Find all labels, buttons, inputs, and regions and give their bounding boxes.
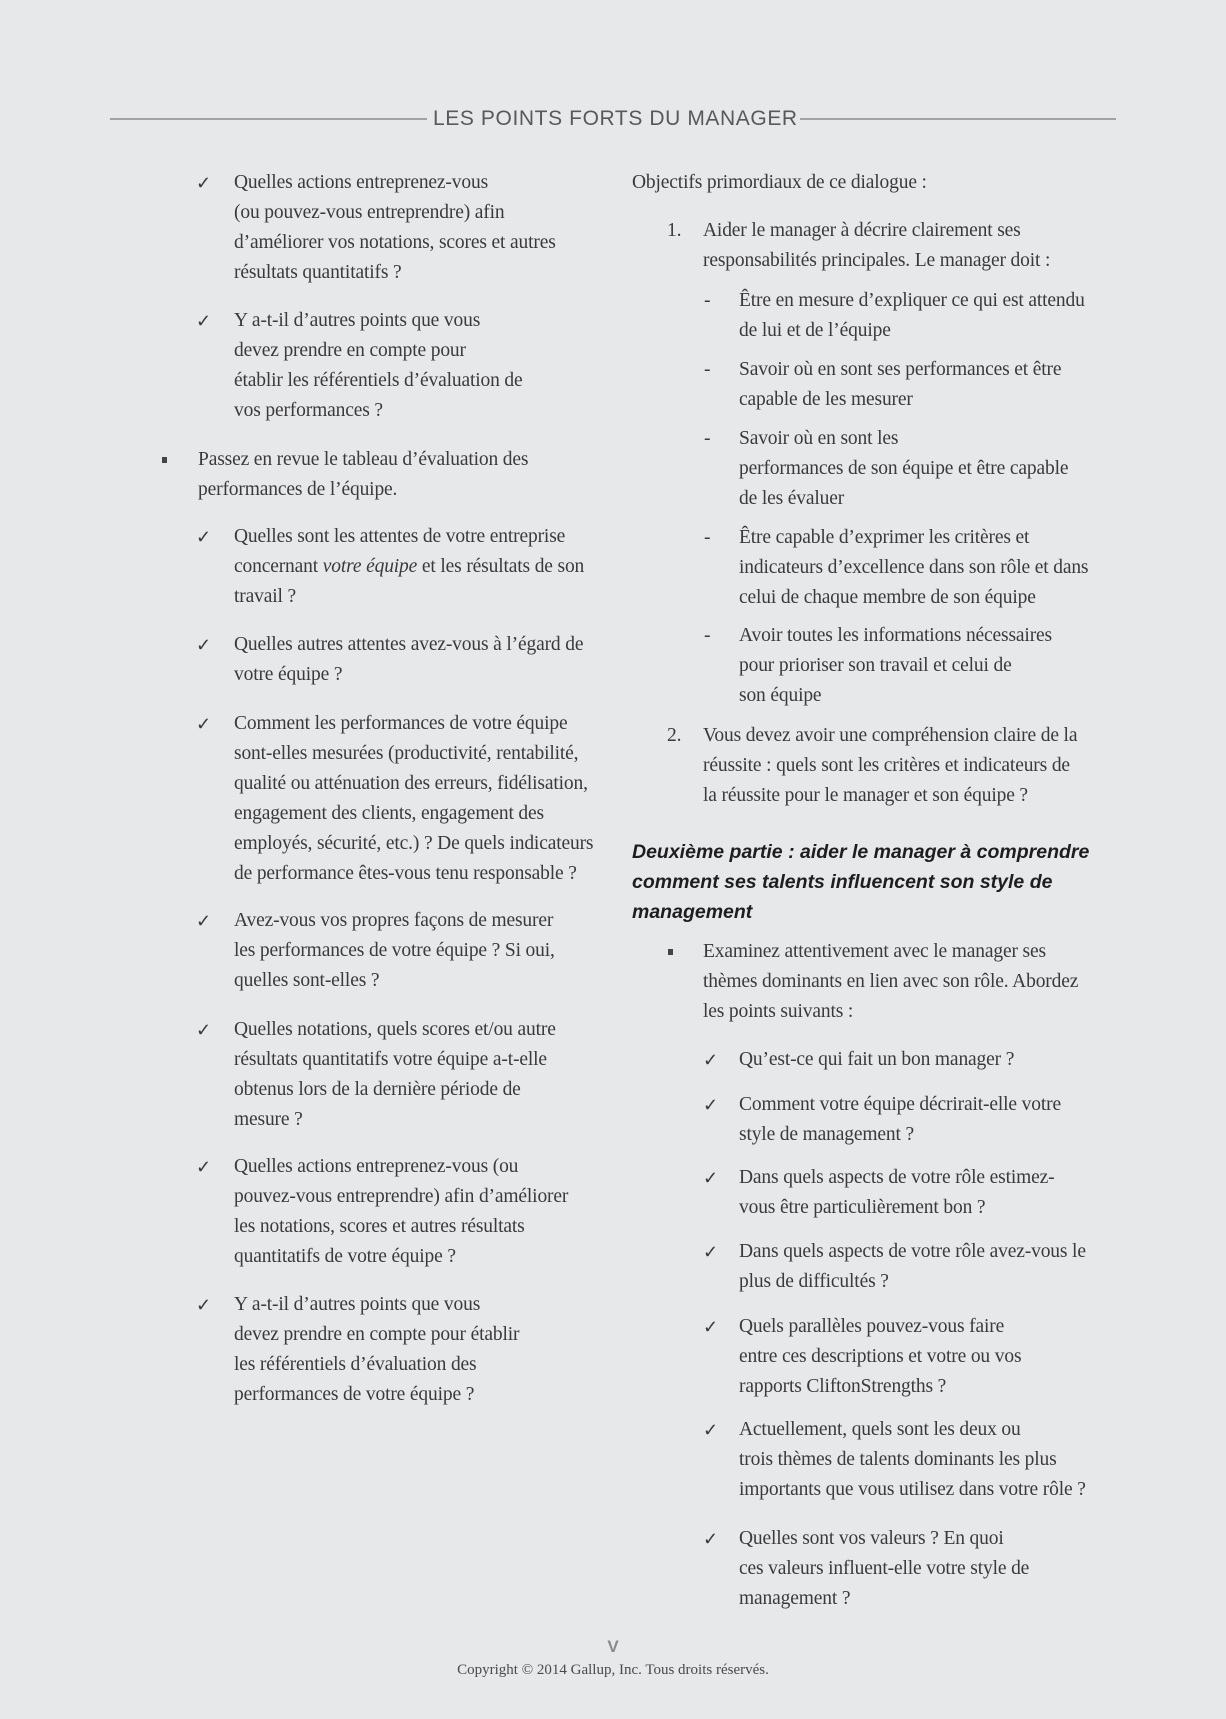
list-item-line: établir les référentiels d’évaluation de	[234, 370, 523, 391]
list-item-line: performances de votre équipe ?	[234, 1384, 475, 1405]
list-item-line: Quelles autres attentes avez-vous à l’égard de	[234, 634, 584, 655]
dash-item	[739, 286, 1085, 346]
list-item-line: ces valeurs influent-elle votre style de	[739, 1558, 1030, 1579]
bullet-item	[703, 937, 1078, 1027]
list-item-line: management ?	[739, 1588, 851, 1609]
dash-marker: -	[704, 290, 711, 311]
check-icon: ✓	[703, 1317, 719, 1337]
check-icon: ✓	[196, 714, 212, 734]
list-item-line: Y a-t-il d’autres points que vous	[234, 310, 481, 331]
list-item	[234, 168, 556, 288]
list-item-line: engagement des clients, engagement des	[234, 803, 544, 824]
list-item	[739, 1090, 1061, 1150]
list-item-line: de performance êtes-vous tenu responsable ?	[234, 863, 577, 884]
section-heading-line: management	[632, 901, 753, 923]
list-item-line: votre équipe ?	[234, 664, 343, 685]
numbered-item	[703, 216, 1050, 276]
dash-marker: -	[704, 359, 711, 380]
list-item-line: Quelles sont vos valeurs ? En quoi	[739, 1528, 1004, 1549]
copyright-notice: Copyright © 2014 Gallup, Inc. Tous droits réservés.	[457, 1662, 769, 1678]
header-rule-right	[800, 118, 1116, 120]
list-item	[739, 1163, 1055, 1223]
list-item-line: Comment les performances de votre équipe	[234, 713, 568, 734]
bullet-item-line: thèmes dominants en lien avec son rôle. Abordez	[703, 971, 1079, 992]
dash-item-line: de les évaluer	[739, 488, 845, 509]
list-item	[234, 1015, 556, 1135]
list-item	[739, 1045, 1014, 1075]
list-item-line: Comment votre équipe décrirait-elle votre	[739, 1094, 1061, 1115]
check-icon: ✓	[703, 1095, 719, 1115]
list-item-line: entre ces descriptions et votre ou vos	[739, 1346, 1022, 1367]
dash-item-line: Savoir où en sont ses performances et être	[739, 359, 1062, 380]
list-item-line: sont-elles mesurées (productivité, rentabilité,	[234, 743, 579, 764]
dash-item	[739, 621, 1052, 711]
list-item-line: Actuellement, quels sont les deux ou	[739, 1419, 1021, 1440]
check-icon: ✓	[196, 911, 212, 931]
dash-item	[739, 355, 1061, 415]
bullet-item-line: les points suivants :	[703, 1001, 854, 1022]
list-item	[739, 1237, 1086, 1297]
list-item-line: les performances de votre équipe ? Si oui,	[234, 940, 555, 961]
list-item-line: Y a-t-il d’autres points que vous	[234, 1294, 481, 1315]
list-item-line: Dans quels aspects de votre rôle estimez-	[739, 1167, 1055, 1188]
list-item-line: quantitatifs de votre équipe ?	[234, 1246, 456, 1267]
check-icon: ✓	[703, 1529, 719, 1549]
check-icon: ✓	[196, 635, 212, 655]
check-icon: ✓	[196, 173, 212, 193]
bullet-item-line: Passez en revue le tableau d’évaluation des	[198, 449, 529, 470]
list-item	[739, 1312, 1021, 1402]
list-item-line: Quelles notations, quels scores et/ou autre	[234, 1019, 556, 1040]
italic-emphasis: votre équipe	[322, 556, 418, 577]
page-number: V	[607, 1637, 619, 1656]
text-run: et les résultats de son	[417, 556, 585, 577]
list-item-line: pouvez-vous entreprendre) afin d’améliorer	[234, 1186, 569, 1207]
section-heading-line: Deuxième partie : aider le manager à comprendre	[632, 841, 1090, 863]
intro-text: Objectifs primordiaux de ce dialogue :	[632, 172, 927, 193]
list-number: 1.	[667, 220, 682, 241]
dash-item-line: celui de chaque membre de son équipe	[739, 587, 1036, 608]
section-heading-line: comment ses talents influencent son style de	[632, 871, 1053, 893]
list-item-line: Quelles actions entreprenez-vous	[234, 172, 489, 193]
list-item-line	[234, 552, 584, 582]
list-item-line: Quels parallèles pouvez-vous faire	[739, 1316, 1005, 1337]
list-item-line: obtenus lors de la dernière période de	[234, 1079, 521, 1100]
numbered-item-line: Aider le manager à décrire clairement ses	[703, 220, 1021, 241]
numbered-item-line: Vous devez avoir une compréhension claire de la	[703, 725, 1078, 746]
list-item-line: devez prendre en compte pour établir	[234, 1324, 520, 1345]
dash-marker: -	[704, 527, 711, 548]
list-item-line: plus de difficultés ?	[739, 1271, 889, 1292]
bullet-item-line: Examinez attentivement avec le manager ses	[703, 941, 1046, 962]
dash-item	[739, 424, 1068, 514]
list-item-line: qualité ou atténuation des erreurs, fidélisation,	[234, 773, 588, 794]
dash-item-line: indicateurs d’excellence dans son rôle et dans	[739, 557, 1089, 578]
list-item-line: style de management ?	[739, 1124, 914, 1145]
list-number: 2.	[667, 725, 682, 746]
list-item-line: mesure ?	[234, 1109, 303, 1130]
numbered-item-line: réussite : quels sont les critères et indicateurs de	[703, 755, 1070, 776]
list-item-line: Qu’est-ce qui fait un bon manager ?	[739, 1049, 1015, 1070]
dash-marker: -	[704, 428, 711, 449]
check-icon: ✓	[196, 1020, 212, 1040]
list-item-line: Quelles actions entreprenez-vous (ou	[234, 1156, 519, 1177]
check-icon: ✓	[196, 311, 212, 331]
bullet-item	[198, 445, 528, 505]
list-item-line: résultats quantitatifs ?	[234, 262, 402, 283]
numbered-item	[703, 721, 1077, 811]
dash-item-line: pour prioriser son travail et celui de	[739, 655, 1012, 676]
dash-item-line: Savoir où en sont les	[739, 428, 899, 449]
list-item	[234, 1152, 568, 1272]
dash-item-line: Avoir toutes les informations nécessaires	[739, 625, 1052, 646]
dash-item-line: son équipe	[739, 685, 822, 706]
numbered-item-line: la réussite pour le manager et son équipe ?	[703, 785, 1028, 806]
list-item-line: trois thèmes de talents dominants les plus	[739, 1449, 1057, 1470]
list-item-line: les notations, scores et autres résultats	[234, 1216, 525, 1237]
list-item	[234, 306, 523, 426]
list-item-line: Dans quels aspects de votre rôle avez-vous le	[739, 1241, 1086, 1262]
list-item-line: devez prendre en compte pour	[234, 340, 466, 361]
list-item-line: Quelles sont les attentes de votre entreprise	[234, 526, 566, 547]
page-header-title: LES POINTS FORTS DU MANAGER	[433, 107, 798, 130]
bullet-item-line: performances de l’équipe.	[198, 479, 398, 500]
check-icon: ✓	[703, 1420, 719, 1440]
list-item-line: employés, sécurité, etc.) ? De quels indicateurs	[234, 833, 594, 854]
check-icon: ✓	[196, 1295, 212, 1315]
check-icon: ✓	[196, 527, 212, 547]
numbered-item-line: responsabilités principales. Le manager doit :	[703, 250, 1051, 271]
list-item-line: vous être particulièrement bon ?	[739, 1197, 986, 1218]
list-item	[739, 1415, 1086, 1505]
list-item	[234, 522, 584, 612]
text-run: concernant	[234, 556, 323, 577]
list-item-line: résultats quantitatifs votre équipe a-t-elle	[234, 1049, 547, 1070]
dash-item-line: Être en mesure d’expliquer ce qui est attendu	[739, 290, 1085, 311]
list-item-line: d’améliorer vos notations, scores et autres	[234, 232, 556, 253]
list-item-line: quelles sont-elles ?	[234, 970, 380, 991]
list-item	[234, 906, 555, 996]
list-item-line: rapports CliftonStrengths ?	[739, 1376, 947, 1397]
list-item	[234, 630, 583, 690]
list-item-line: vos performances ?	[234, 400, 383, 421]
list-item	[234, 709, 593, 889]
dash-item-line: performances de son équipe et être capable	[739, 458, 1069, 479]
list-item	[739, 1524, 1029, 1614]
list-item-line: Avez-vous vos propres façons de mesurer	[234, 910, 554, 931]
check-icon: ✓	[703, 1242, 719, 1262]
list-item-line: travail ?	[234, 586, 296, 607]
dash-marker: -	[704, 625, 711, 646]
list-item	[234, 1290, 519, 1410]
dash-item-line: de lui et de l’équipe	[739, 320, 891, 341]
list-item-line: (ou pouvez-vous entreprendre) afin	[234, 202, 505, 223]
square-bullet-icon	[162, 457, 167, 463]
dash-item	[739, 523, 1088, 613]
list-item-line: importants que vous utilisez dans votre rôle ?	[739, 1479, 1086, 1500]
section-heading	[632, 837, 1089, 927]
check-icon: ✓	[196, 1157, 212, 1177]
check-icon: ✓	[703, 1050, 719, 1070]
check-icon: ✓	[703, 1168, 719, 1188]
header-rule-left	[110, 118, 427, 120]
list-item-line: les référentiels d’évaluation des	[234, 1354, 477, 1375]
square-bullet-icon	[668, 949, 673, 955]
dash-item-line: Être capable d’exprimer les critères et	[739, 527, 1030, 548]
dash-item-line: capable de les mesurer	[739, 389, 913, 410]
